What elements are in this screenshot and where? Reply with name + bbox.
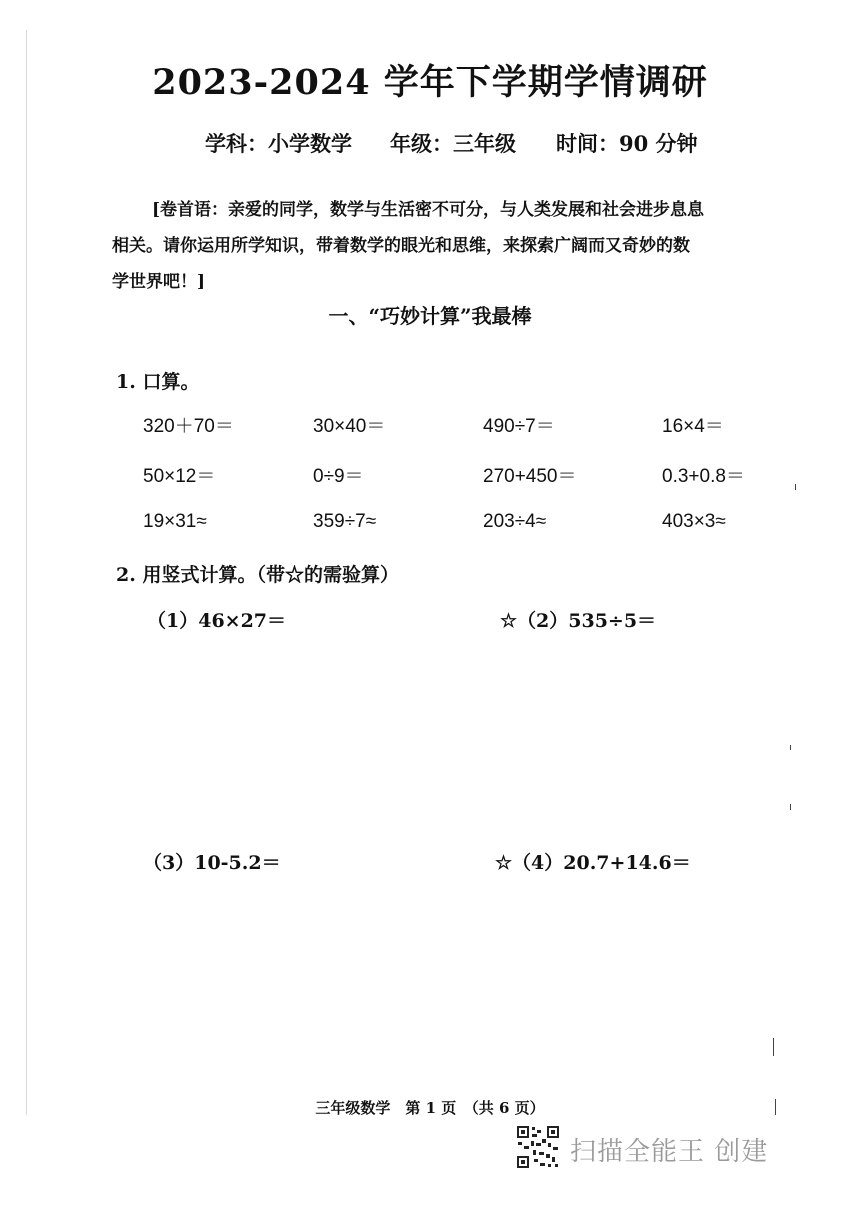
exam-title: 2023-2024 学年下学期学情调研 — [152, 62, 708, 103]
oral-problem: 16×4＝ — [662, 416, 724, 437]
question-2-label: 2. 用竖式计算。（带☆的需验算） — [116, 564, 399, 586]
qr-code-icon — [516, 1125, 560, 1169]
preface — [112, 192, 802, 300]
oral-problem: 320＋70＝ — [143, 416, 234, 437]
oral-problem: 0.3+0.8＝ — [662, 466, 745, 487]
scan-artifact — [790, 804, 791, 810]
oral-problem: 50×12＝ — [143, 466, 216, 487]
vertical-calc-item: （3）10-5.2＝ — [143, 852, 281, 874]
scan-artifact — [795, 484, 796, 490]
section-heading: 一、“巧妙计算”我最棒 — [328, 304, 532, 328]
scan-artifact — [773, 1038, 774, 1056]
subject-label: 学科：小学数学 — [205, 131, 352, 156]
preface-line: [卷首语：亲爱的同学，数学与生活密不可分，与人类发展和社会进步息息 — [152, 200, 705, 220]
scanner-watermark: 扫描全能王 创建 — [570, 1137, 769, 1167]
oral-problem: 19×31≈ — [143, 511, 207, 532]
oral-problem: 490÷7＝ — [483, 416, 555, 437]
oral-problem: 403×3≈ — [662, 511, 726, 532]
preface-line: 学世界吧！] — [112, 272, 206, 292]
vertical-calc-item: ☆（4）20.7+14.6＝ — [495, 852, 691, 874]
vertical-calc-item: （1）46×27＝ — [147, 610, 287, 632]
page-edge-line — [26, 30, 27, 1115]
oral-problem: 203÷4≈ — [483, 511, 547, 532]
preface-line: 相关。请你运用所学知识，带着数学的眼光和思维，来探索广阔而又奇妙的数 — [112, 236, 690, 256]
question-1-label: 1. 口算。 — [116, 371, 200, 393]
grade-label: 年级：三年级 — [390, 131, 516, 156]
vertical-calc-item: ☆（2）535÷5＝ — [500, 610, 657, 632]
page-footer: 三年级数学 第 1 页 （共 6 页） — [315, 1099, 545, 1117]
time-label: 时间：90 分钟 — [556, 131, 698, 156]
scan-artifact — [790, 745, 791, 750]
oral-problem: 270+450＝ — [483, 466, 577, 487]
oral-problem: 0÷9＝ — [313, 466, 364, 487]
oral-problem: 30×40＝ — [313, 416, 386, 437]
oral-problem: 359÷7≈ — [313, 511, 377, 532]
